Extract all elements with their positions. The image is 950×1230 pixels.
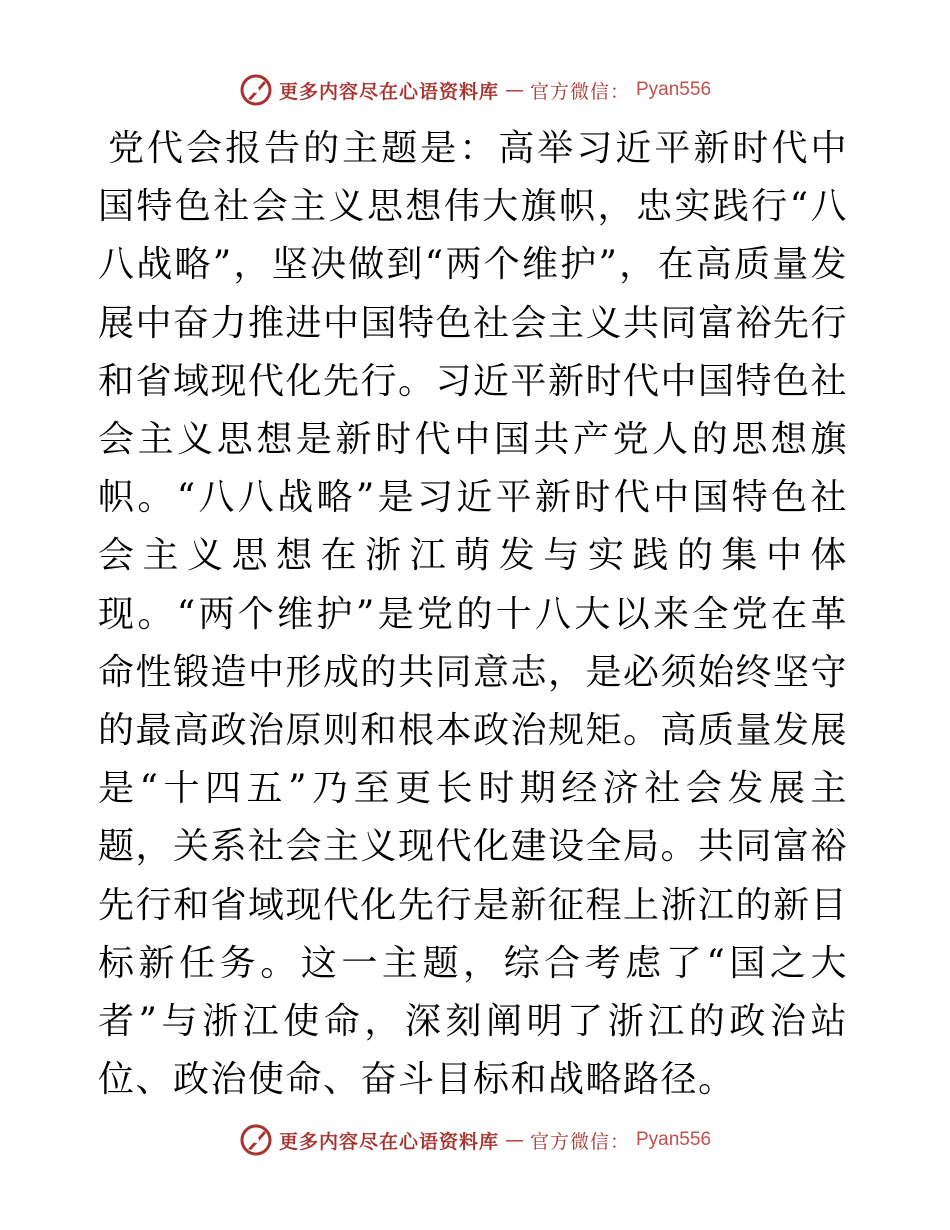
banner-wechat-label: 官方微信： bbox=[529, 1130, 630, 1153]
header-banner bbox=[0, 70, 950, 110]
banner-dash: — bbox=[504, 1129, 524, 1151]
document-body bbox=[98, 120, 848, 1109]
footer-banner bbox=[0, 1120, 950, 1160]
quill-pen-logo-icon bbox=[239, 1123, 273, 1157]
banner-text: 更多内容尽在心语资料库 bbox=[278, 1130, 499, 1153]
quill-pen-logo-icon bbox=[239, 73, 273, 107]
banner-dash: — bbox=[504, 79, 524, 101]
banner-wechat-label: 官方微信： bbox=[529, 80, 630, 103]
body-paragraph: 党代会报告的主题是：高举习近平新时代中国特色社会主义思想伟大旗帜，忠实践行“八八战略”，坚决做到“两个维护”，在高质量发展中奋力推进中国特色社会主义共同富裕先行和省域现代化先行。习近平新时代中国特色社会主义思想是新时代中国共产党人的思想旗帜。“八八战略”是习近平新时代中国特色社会主义思想在浙江萌发与实践的集中体现。“两个维护”是党的十八大以来全党在革命性锻造中形成的共同意志，是必须始终坚守的最高政治原则和根本政治规矩。高质量发展是“十四五”乃至更长时期经济社会发展主题，关系社会主义现代化建设全局。共同富裕先行和省域现代化先行是新征程上浙江的新目标新任务。这一主题，综合考虑了“国之大者”与浙江使命，深刻阐明了浙江的政治站位、政治使命、奋斗目标和战略路径。 bbox=[98, 128, 849, 1101]
banner-wechat-id: Pyan556 bbox=[636, 1129, 712, 1150]
banner-wechat-id: Pyan556 bbox=[636, 79, 712, 100]
banner-text: 更多内容尽在心语资料库 bbox=[278, 80, 499, 103]
